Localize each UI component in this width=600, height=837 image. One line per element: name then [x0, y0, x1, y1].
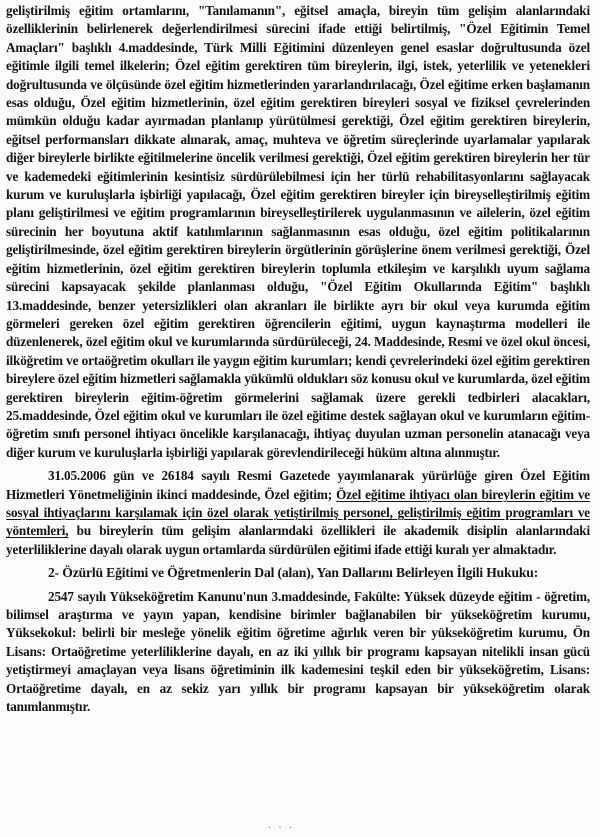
paragraph-higher-education-law: 2547 sayılı Yükseköğretim Kanunu'nun 3.maddesinde, Fakülte: Yüksek düzeyde eğitim - öğretim, bilimsel araştırma ve yayın yapan, kendisine birimler bağlanabilen bir yükseköğretim kurumu, Yüksekokul: belirli bir mesleğe yönelik eğitim öğretime ağırlık veren bir yükseköğretim kurumu, Ön Lisans: Ortaöğretime yeterliliklerine dayalı, en az iki yıllık bir programı kapsayan nitelikli insan gücü yetiştirmeyi amaçlayan veya lisans öğretiminin ilk kademesini teşkil eden bir yükseköğretim, Lisans: Ortaöğretime dayalı, en az sekiz yarı yıllık bir programı kapsayan bir yükseköğretim olarak tanımlanmıştır.	[6, 588, 590, 715]
stamp-mark: . . .	[268, 820, 294, 831]
section-heading: 2- Özürlü Eğitimi ve Öğretmenlerin Dal (alan), Yan Dallarını Belirleyen İlgili Hukuku:	[48, 565, 539, 581]
paragraph-law-articles: geliştirilmiş eğitim ortamlarını, "Tanılamanın", eğitsel amaçla, bireyin tüm gelişim alanlarındaki özelliklerinin belirlenerek değerlendirilmesi sürecini ifade ettiği belirtilmiş, "Özel Eğitimin Temel Amaçları" başlıklı 4.maddesinde, Türk Milli Eğitimini düzenleyen genel esaslar doğrultusunda özel eğitimle ilgili temel ilkelerin; Özel eğitim gerektiren tüm bireylerin, ilgi, istek, yeterlilik ve yetenekleri doğrultusunda ve ölçüsünde özel eğitim hizmetlerinden yararlandırılacağı, Özel eğitime erken başlamanın esas olduğu, Özel eğitim hizmetlerinin, özel eğitim gerektiren bireyleri sosyal ve fiziksel çevrelerinden mümkün olduğu kadar ayırmadan planlanıp yürütülmesi gerektiği, Özel eğitim gerektiren bireylerin, eğitsel performansları dikkate alınarak, amaç, muhteva ve öğretim süreçlerinde uyarlamalar yapılarak diğer bireylerle birlikte eğitilmelerine öncelik verilmesi gerektiği, Özel eğitim gerektiren bireylerin her tür ve kademedeki eğitimlerinin kesintisiz sürdürülebilmesi için her türlü rehabilitasyonlarını sağlayacak kurum ve kuruluşlarla işbirliği yapılacağı, Özel eğitim gerektiren bireyler için bireyselleştirilmiş eğitim planı geliştirilmesi ve eğitim programlarının bireyselleştirilerek uygulanmasının ve ailelerin, özel eğitim sürecinin her boyutuna aktif katılımlarının sağlanmasının esas olduğu, özel eğitim politikalarının geliştirilmesinde, özel eğitim gerektiren bireylerin örgütlerinin görüşlerine önem verilmesi gerektiği, Özel eğitim hizmetlerinin, özel eğitim gerektiren bireylerin toplumla etkileşim ve karşılıklı uyum sağlama sürecini kapsayacak şekilde planlanması olduğu, "Özel Eğitim Okullarında Eğitim" başlıklı 13.maddesinde, benzer yetersizlikleri olan akranları ile birlikte ayrı bir okul veya kurumda eğitim görmeleri gereken özel eğitim gerektiren öğrencilerin eğitimi, uygun kaynaştırma modelleri ile düzenlenerek, özel eğitim okul ve kurumlarında sürdürüleceği, 24. Maddesinde, Resmi ve özel okul öncesi, ilköğretim ve ortaöğretim okulları ile yaygın eğitim kurumları; kendi çevrelerindeki özel eğitim gerektiren bireylere özel eğitim hizmetleri sağlamakla yükümlü oldukları söz konusu okul ve kurumlarda, özel eğitim gerektiren bireylerin eğitim-öğretim görmelerini sağlamak üzere gerekli tedbirleri alacakları, 25.maddesinde, Özel eğitim okul ve kurumları ile özel eğitime destek sağlayan okul ve kurumların eğitim-öğretim sınıfı personel ihtiyacı öncelikle karşılanacağı, ihtiyaç duyulan uzman personelin atanacağı veya diğer kurum ve kuruluşlarla işbirliği yapılarak görevlendirileceği hüküm altına alınmıştır.	[6, 3, 590, 460]
document-body	[6, 2, 590, 716]
underlined-definition-text: Özel eğitime ihtiyacı olan bireylerin eğitim ve sosyal ihtiyaçlarını karşılamak için özel olarak yetiştirilmiş personel, geliştirilmiş eğitim programları ve yöntemleri,	[6, 486, 590, 539]
paragraph-regulation	[6, 467, 590, 559]
regulation-closing-text: bu bireylerin tüm gelişim alanlarındaki özellikleri ile akademik disiplin alanlarındaki yeterliliklerine dayalı olarak uygun ortamlarda sürdürülen eğitimi ifade ettiği kuralı yer almaktadır.	[6, 523, 590, 557]
regulation-intro-text: 31.05.2006 gün ve 26184 sayılı Resmi Gazetede yayımlanarak yürürlüğe giren Özel Eğitim Hizmetleri Yönetmeliğinin ikinci maddesinde, Özel eğitim;	[6, 468, 590, 502]
